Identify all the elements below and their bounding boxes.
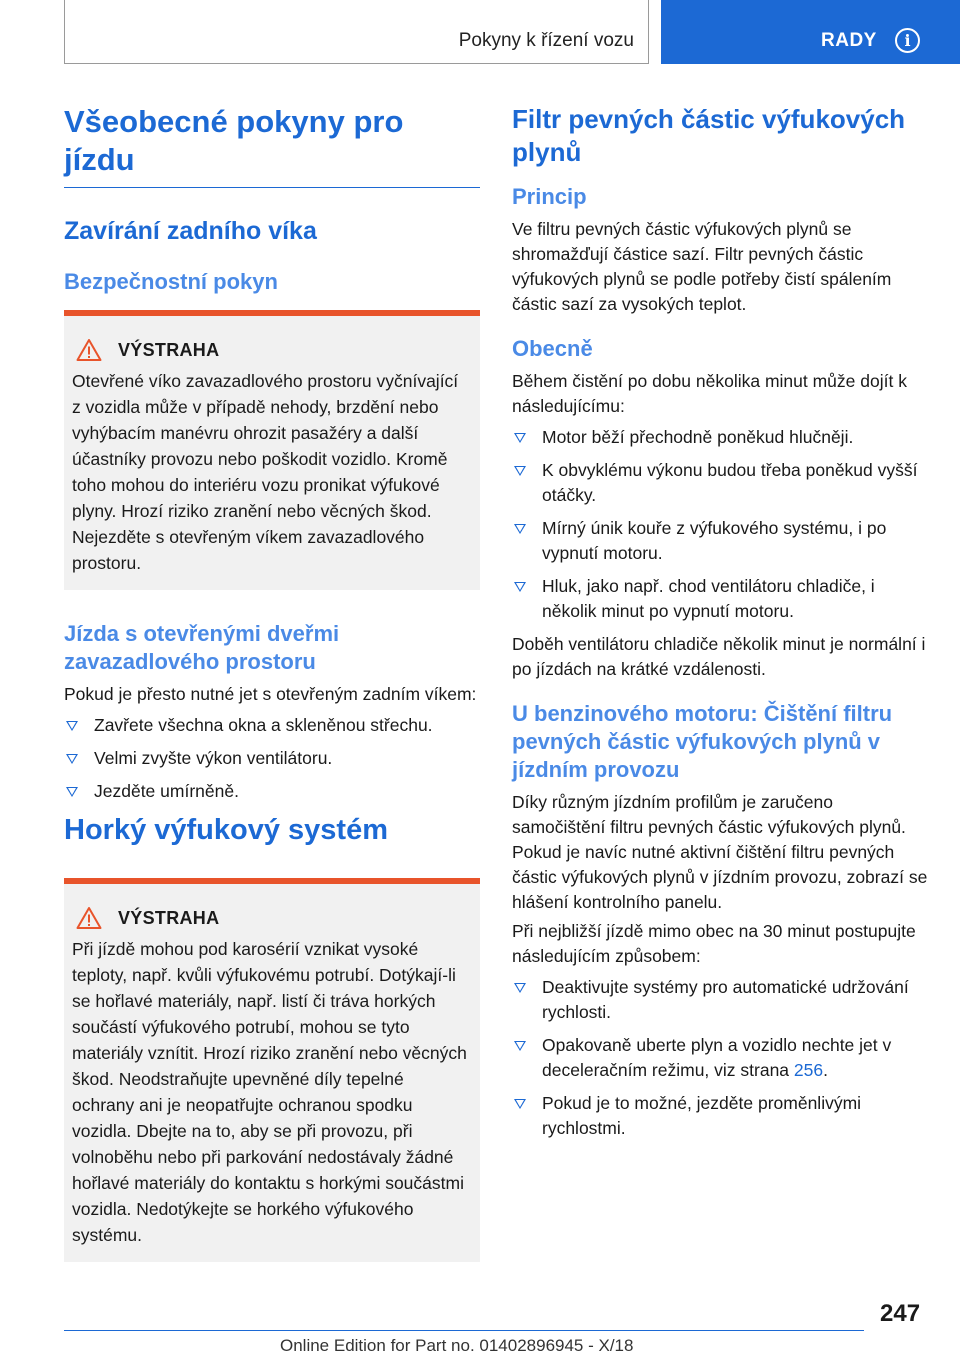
bullet-triangle-icon <box>514 582 526 592</box>
heading-particulate-filter: Filtr pevných částic výfukových plynů <box>512 104 906 167</box>
list-item: Opakovaně uberte plyn a vozidlo nechte jet v deceleračním režimu, viz strana 256. <box>512 1033 928 1083</box>
chapter-title: Pokyny k řízení vozu <box>458 30 634 51</box>
heading-principle: Princip <box>512 184 587 209</box>
page-link-256[interactable]: 256 <box>793 1060 824 1080</box>
bullet-list <box>64 713 480 804</box>
heading-safety-note: Bezpečnostní pokyn <box>64 269 278 294</box>
bullet-triangle-icon <box>514 466 526 476</box>
warning-title: VÝSTRAHA <box>118 907 220 928</box>
paragraph: Během čistění po dobu několika minut může dojít k následujícímu: <box>512 371 907 416</box>
list-item: Jezděte umírněně. <box>64 779 480 804</box>
heading-closing-tailgate: Zavírání zadního víka <box>64 217 317 245</box>
warning-text: Při jízdě mohou pod karosérií vznikat vysoké teploty, např. kvůli výfukovému potrubí. Dotýkají-li se hořlavé materiály, např. listí či tráva horkých součástí výfukového potrubí, mohou se tyto materiály vznítit. Hrozí riziko zranění nebo věcných škod. Neodstraňujte upevněné díly tepelné ochrany ani je neopatřujte ochranou spodku vozidla. Dbejte na to, aby se při provozu, při volnoběhu nebo při parkování nedostávaly žádné hořlavé materiály do kontaktu s horkými součástmi vozidla. Nedotýkejte se horkého výfukového systému. <box>72 939 467 1245</box>
bullet-list <box>512 425 928 624</box>
footer-edition: Online Edition for Part no. 01402896945 - X/18 <box>280 1336 634 1355</box>
heading-general: Obecně <box>512 336 593 361</box>
warning-box-tailgate <box>64 310 480 590</box>
section-title-hot-exhaust: Horký výfukový systém <box>64 814 388 846</box>
bullet-triangle-icon <box>514 433 526 443</box>
paragraph: Díky různým jízdním profilům je zaručeno samočištění filtru pevných částic výfukových plynů. Pokud je navíc nutné aktivní čištění filtru pevných částic výfukových plynů v jízdním provozu, zobrazí se hlášení kontrolního panelu. <box>512 792 928 912</box>
bullet-triangle-icon <box>514 1041 526 1051</box>
list-item: Deaktivujte systémy pro automatické udržování rychlosti. <box>512 975 928 1025</box>
list-item: Pokud je to možné, jezděte proměnlivými rychlostmi. <box>512 1091 928 1141</box>
list-item: Mírný únik kouře z výfukového systému, i po vypnutí motoru. <box>512 516 928 566</box>
paragraph: Ve filtru pevných částic výfukových plynů se shromažďují částice sazí. Filtr pevných částic výfukových plynů se podle potřeby čistí spálením částic sazí za vysokých teplot. <box>512 219 892 314</box>
list-item: Zavřete všechna okna a skleněnou střechu. <box>64 713 480 738</box>
info-icon[interactable]: i <box>895 28 920 53</box>
page-number: 247 <box>880 1300 921 1327</box>
list-item: Velmi zvyšte výkon ventilátoru. <box>64 746 480 771</box>
tab-rady-label: RADY <box>821 30 877 51</box>
bullet-triangle-icon <box>514 1099 526 1109</box>
warning-title: VÝSTRAHA <box>118 339 220 360</box>
paragraph: Doběh ventilátoru chladiče několik minut je normální i po jízdách na krátké vzdálenosti. <box>512 634 926 679</box>
bullet-triangle-icon <box>66 787 78 797</box>
bullet-list <box>512 975 928 1141</box>
warning-triangle-icon <box>76 906 102 930</box>
heading-petrol-engine-cleaning: U benzinového motoru: Čištění filtru pevných částic výfukových plynů v jízdním provozu <box>512 701 893 782</box>
section-title-general: Všeobecné pokyny pro jízdu <box>64 103 480 188</box>
paragraph: Při nejbližší jízdě mimo obec na 30 minut postupujte následujícím způsobem: <box>512 921 916 966</box>
warning-box-exhaust <box>64 878 480 1262</box>
bullet-triangle-icon <box>66 754 78 764</box>
list-item: Hluk, jako např. chod ventilátoru chladiče, i několik minut po vypnutí motoru. <box>512 574 928 624</box>
heading-driving-open-tailgate: Jízda s otevřenými dveřmi zavazadlového prostoru <box>64 621 340 674</box>
warning-text: Otevřené víko zavazadlového prostoru vyčnívající z vozidla může v případě nehody, brzdění nebo vyhýbacím manévru ohrozit pasažéry a další účastníky provozu nebo poškodit vozidlo. Kromě toho mohou do interiéru vozu pronikat výfukové plyny. Hrozí riziko zranění nebo věcných škod. Nejezděte s otevřeným víkem zavazadlového prostoru. <box>72 371 459 573</box>
bullet-triangle-icon <box>66 721 78 731</box>
list-item: Motor běží přechodně poněkud hlučněji. <box>512 425 928 450</box>
paragraph: Pokud je přesto nutné jet s otevřeným zadním víkem: <box>64 684 477 704</box>
bullet-triangle-icon <box>514 983 526 993</box>
list-item: K obvyklému výkonu budou třeba poněkud vyšší otáčky. <box>512 458 928 508</box>
footer-divider <box>64 1330 864 1331</box>
warning-triangle-icon <box>76 338 102 362</box>
header-title-box <box>64 0 649 64</box>
left-column <box>64 103 480 1292</box>
bullet-triangle-icon <box>514 524 526 534</box>
right-column <box>512 103 928 1149</box>
